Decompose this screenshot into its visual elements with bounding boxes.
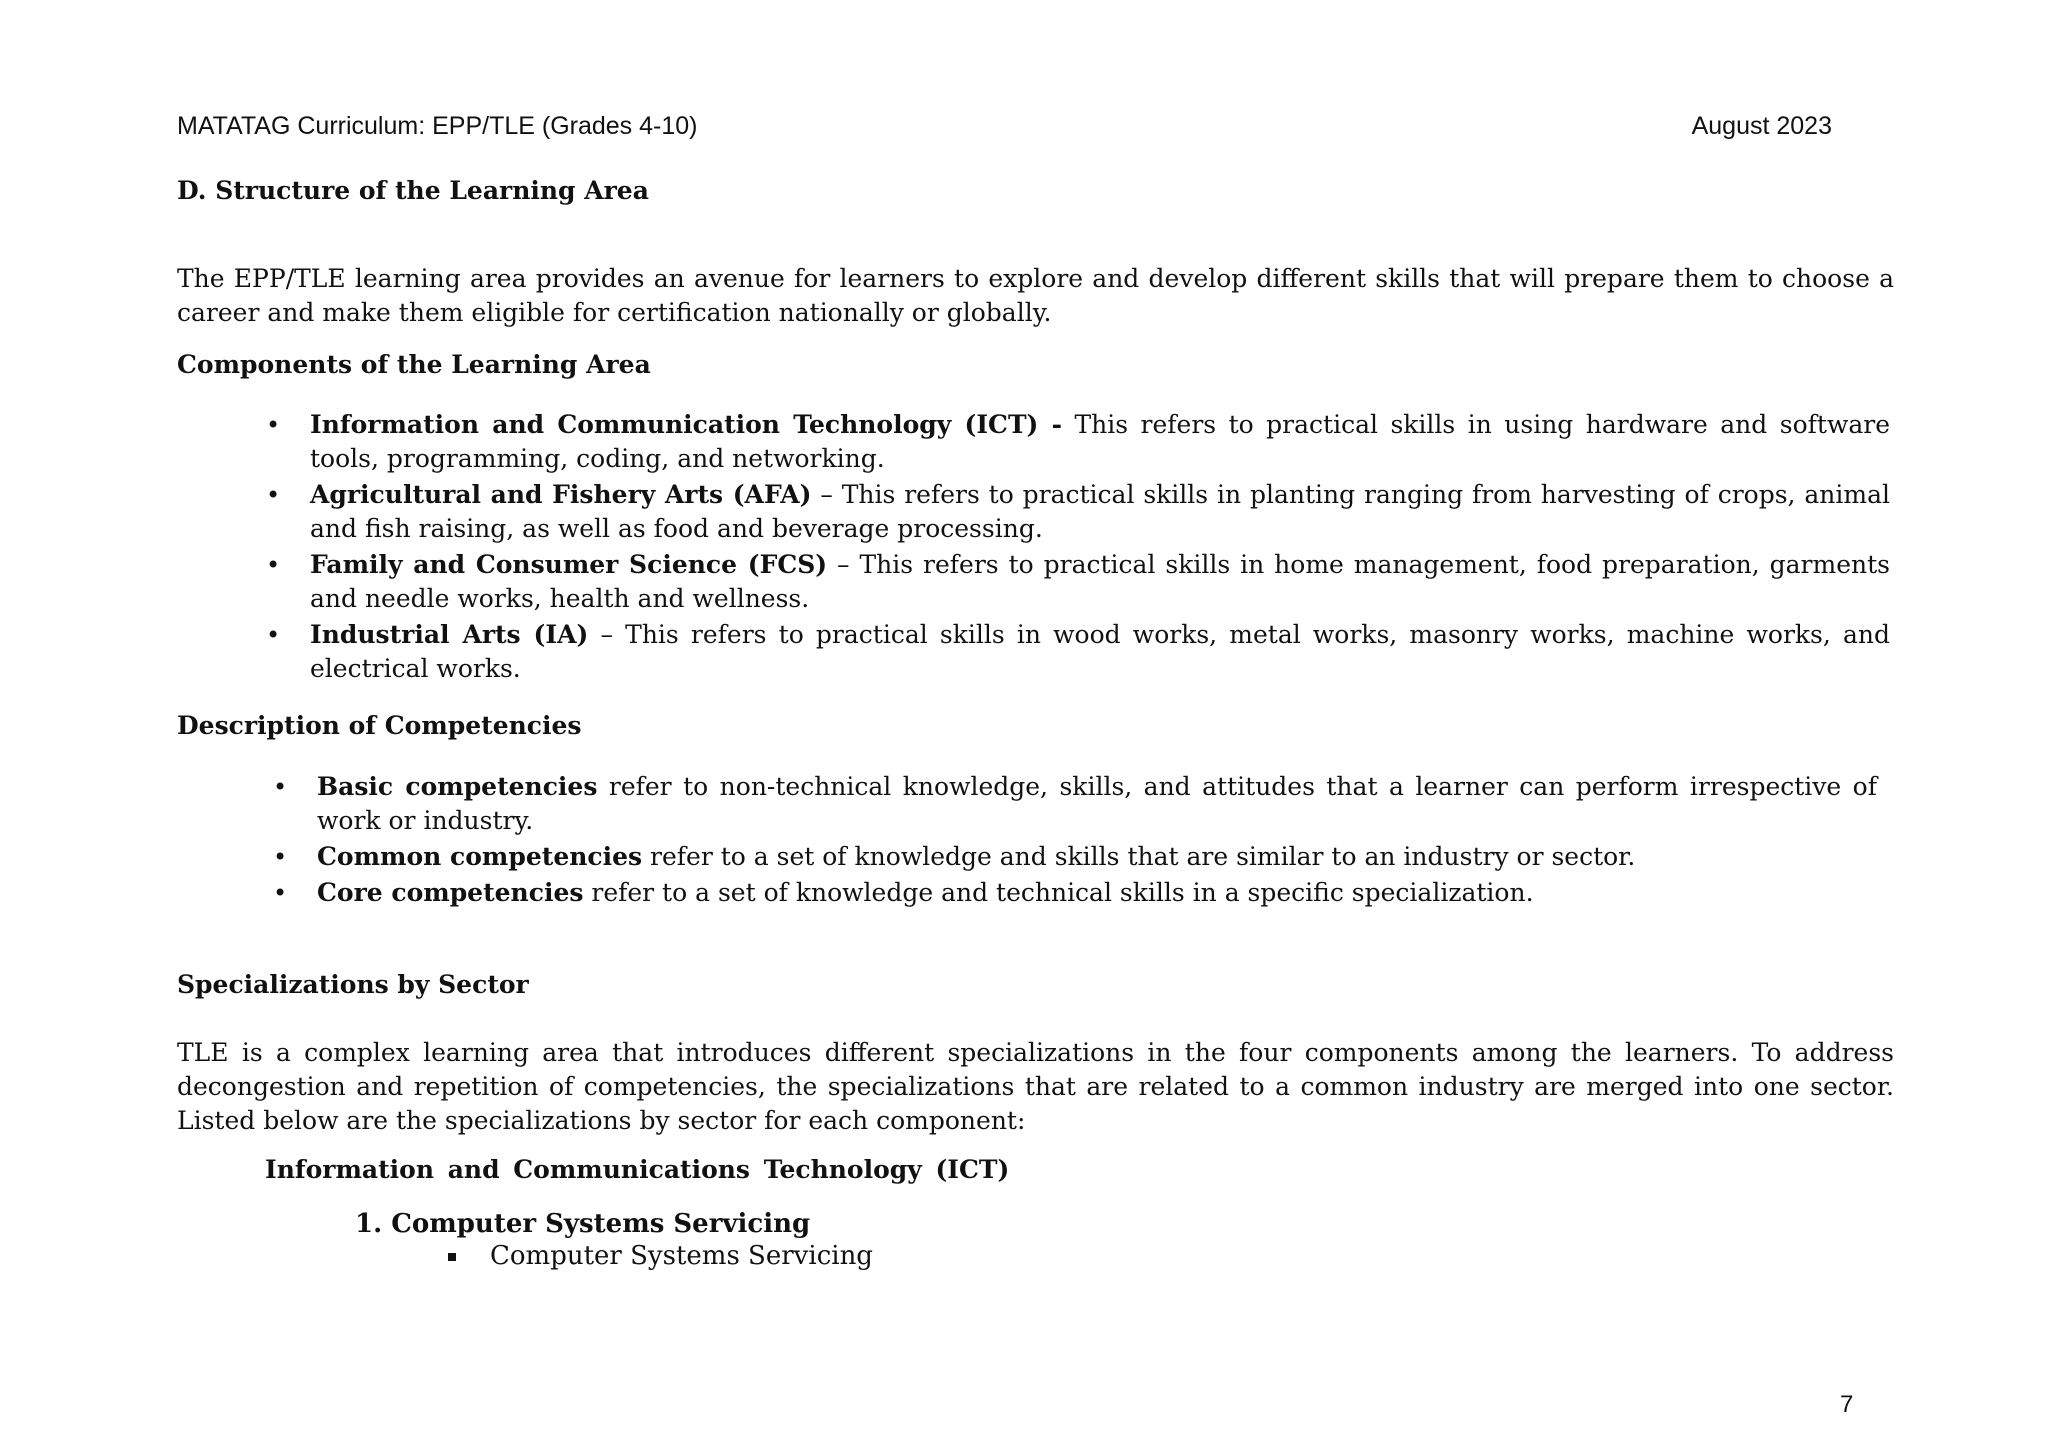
- bullet-icon: •: [266, 621, 281, 649]
- intro-paragraph: The EPP/TLE learning area provides an avenue for learners to explore and develop different skills that will prepare them to choose a career and make them eligible for certification nationally or globally.: [177, 264, 1894, 327]
- list-item: [266, 618, 1890, 686]
- competencies-heading: Description of Competencies: [177, 711, 582, 740]
- list-item: [273, 876, 1877, 910]
- item-term: Common competencies: [317, 842, 643, 871]
- bullet-icon: •: [266, 411, 281, 439]
- list-item: [266, 408, 1890, 476]
- competencies-list: [273, 770, 1877, 912]
- item-text: – This refers to practical skills in wood works, metal works, masonry works, machine works, and electrical works.: [310, 620, 1890, 683]
- page-number: 7: [1840, 1391, 1854, 1418]
- sub-list-item: [490, 1241, 873, 1271]
- item-text: refer to a set of knowledge and skills that are similar to an industry or sector.: [642, 842, 1636, 871]
- bullet-icon: •: [266, 551, 281, 579]
- specializations-heading: Specializations by Sector: [177, 970, 529, 999]
- bullet-icon: •: [273, 773, 288, 801]
- item-term: Information and Communication Technology (ICT) -: [310, 410, 1062, 439]
- item-text: – This refers to practical skills in home management, food preparation, garments and needle works, health and wellness.: [310, 550, 1890, 613]
- item-text: refer to non-technical knowledge, skills, and attitudes that a learner can perform irrespective of work or industry.: [317, 772, 1877, 835]
- bullet-icon: •: [273, 879, 288, 907]
- item-text: – This refers to practical skills in planting ranging from harvesting of crops, animal and fish raising, as well as food and beverage processing.: [310, 480, 1890, 543]
- item-term: Agricultural and Fishery Arts (AFA): [310, 480, 812, 509]
- header-title: MATATAG Curriculum: EPP/TLE (Grades 4-10): [177, 112, 698, 140]
- bullet-icon: •: [266, 481, 281, 509]
- item-term: Basic competencies: [317, 772, 598, 801]
- item-term: Industrial Arts (IA): [310, 620, 589, 649]
- item-term: Family and Consumer Science (FCS): [310, 550, 828, 579]
- components-list: [266, 408, 1890, 688]
- ict-heading: Information and Communications Technology (ICT): [265, 1155, 1010, 1184]
- list-item: [273, 840, 1877, 874]
- list-item: [266, 548, 1890, 616]
- components-heading: Components of the Learning Area: [177, 350, 651, 379]
- item-text: This refers to practical skills in using hardware and software tools, programming, coding, and networking.: [310, 410, 1890, 473]
- list-item: [273, 770, 1877, 838]
- specializations-paragraph: TLE is a complex learning area that introduces different specializations in the four components among the learners. To address decongestion and repetition of competencies, the specializations that are related to a common industry are merged into one sector. Listed below are the specializations by sector for each component:: [177, 1038, 1894, 1135]
- bullet-icon: •: [273, 843, 288, 871]
- square-bullet-icon: [448, 1253, 456, 1261]
- item-text: refer to a set of knowledge and technical skills in a specific specialization.: [583, 878, 1534, 907]
- numbered-item: 1. Computer Systems Servicing: [355, 1209, 811, 1239]
- item-term: Core competencies: [317, 878, 584, 907]
- sub-item-text: Computer Systems Servicing: [490, 1241, 873, 1271]
- list-item: [266, 478, 1890, 546]
- header-date: August 2023: [1691, 112, 1832, 140]
- section-title: D. Structure of the Learning Area: [177, 176, 649, 205]
